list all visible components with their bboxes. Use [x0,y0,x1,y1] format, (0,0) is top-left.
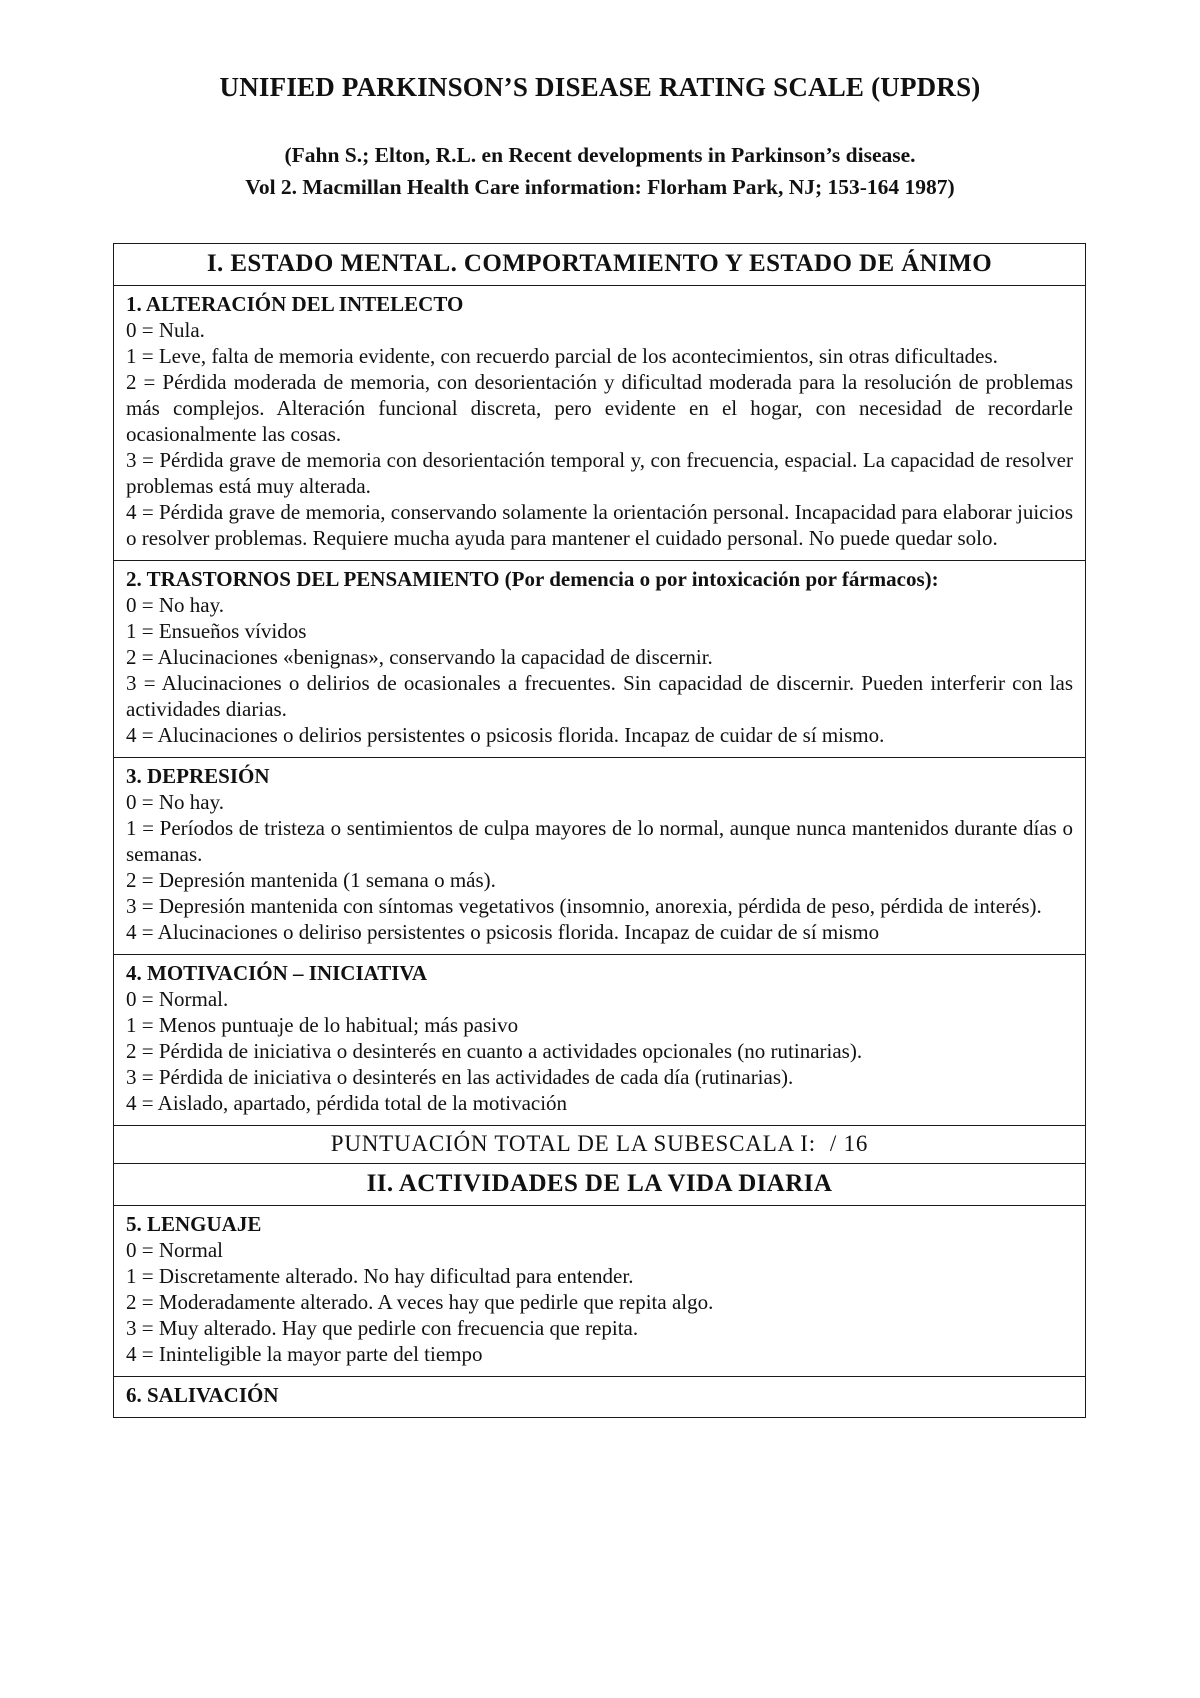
subscale-total-value: / 16 [829,1131,869,1156]
scale-option: 3 = Alucinaciones o delirios de ocasionales a frecuentes. Sin capacidad de discernir. Pueden interferir con las actividades diarias. [126,671,1073,721]
subscale-total-row [114,1125,1085,1163]
scale-option: 2 = Pérdida de iniciativa o desinterés en cuanto a actividades opcionales (no rutinarias). [126,1039,863,1063]
subscale-total-label: PUNTUACIÓN TOTAL DE LA SUBESCALA I: [330,1131,816,1156]
scale-option: 2 = Moderadamente alterado. A veces hay que pedirle que repita algo. [126,1290,714,1314]
section-header: I. ESTADO MENTAL. COMPORTAMIENTO Y ESTADO DE ÁNIMO [206,250,993,277]
citation-block [0,139,1200,203]
scale-option: 4 = Ininteligible la mayor parte del tiempo [126,1342,483,1366]
scale-option: 1 = Períodos de tristeza o sentimientos de culpa mayores de lo normal, aunque nunca mantenidos durante días o semanas. [126,816,1073,866]
scale-option: 1 = Menos puntuaje de lo habitual; más pasivo [126,1013,519,1037]
scale-option: 2 = Alucinaciones «benignas», conservando la capacidad de discernir. [126,645,713,669]
scale-option: 3 = Pérdida de iniciativa o desinterés en las actividades de cada día (rutinarias). [126,1065,794,1089]
section-header: II. ACTIVIDADES DE LA VIDA DIARIA [114,1163,1085,1205]
scale-option: 0 = Normal [126,1238,223,1262]
scale-item-row [114,1205,1085,1376]
scale-option: 0 = Nula. [126,318,205,342]
scale-option: 2 = Depresión mantenida (1 semana o más). [126,868,496,892]
scale-item-row [114,560,1085,757]
scale-option: 4 = Aislado, apartado, pérdida total de la motivación [126,1091,568,1115]
item-title: 2. TRASTORNOS DEL PENSAMIENTO (Por demencia o por intoxicación por fármacos): [126,567,939,591]
scale-option: 3 = Muy alterado. Hay que pedirle con frecuencia que repita. [126,1316,639,1340]
document-header [0,72,1200,203]
scale-item-row [114,285,1085,560]
item-title: 4. MOTIVACIÓN – INICIATIVA [126,961,428,985]
scale-option: 2 = Pérdida moderada de memoria, con desorientación y dificultad moderada para la resolución de problemas más complejos. Alteración funcional discreta, pero evidente en el hogar, con necesidad de recordarle ocasionalmente las cosas. [126,370,1073,446]
citation-line-1: (Fahn S.; Elton, R.L. en Recent developments in Parkinson’s disease. [284,143,916,167]
scale-option: 0 = No hay. [126,790,224,814]
item-title: 3. DEPRESIÓN [126,764,270,788]
scale-item-row [114,954,1085,1125]
scale-option: 1 = Discretamente alterado. No hay dificultad para entender. [126,1264,634,1288]
scale-option: 1 = Ensueños vívidos [126,619,307,643]
scale-option: 4 = Pérdida grave de memoria, conservando solamente la orientación personal. Incapacidad para elaborar juicios o resolver problemas. Requiere mucha ayuda para mantener el cuidado personal. No puede quedar solo. [126,500,1073,550]
scale-option: 4 = Alucinaciones o delirios persistentes o psicosis florida. Incapaz de cuidar de sí mismo. [126,723,885,747]
item-title: 1. ALTERACIÓN DEL INTELECTO [126,292,464,316]
scale-option: 4 = Alucinaciones o deliriso persistentes o psicosis florida. Incapaz de cuidar de sí mismo [126,920,880,944]
scale-option: 3 = Pérdida grave de memoria con desorientación temporal y, con frecuencia, espacial. La capacidad de resolver problemas está muy alterada. [126,448,1073,498]
document-title: UNIFIED PARKINSON’S DISEASE RATING SCALE (UPDRS) [219,72,981,102]
scale-item-row [114,757,1085,954]
item-title: 5. LENGUAJE [126,1212,262,1236]
scale-item-row [114,1376,1085,1417]
scale-option: 3 = Depresión mantenida con síntomas vegetativos (insomnio, anorexia, pérdida de peso, pérdida de interés). [126,894,1042,918]
updrs-rating-table [113,243,1086,1418]
item-title: 6. SALIVACIÓN [126,1383,279,1407]
scale-option: 0 = Normal. [126,987,229,1011]
scale-option: 1 = Leve, falta de memoria evidente, con recuerdo parcial de los acontecimientos, sin otras dificultades. [126,344,998,368]
scale-option: 0 = No hay. [126,593,224,617]
citation-line-2: Vol 2. Macmillan Health Care information: Florham Park, NJ; 153-164 1987) [245,175,955,199]
